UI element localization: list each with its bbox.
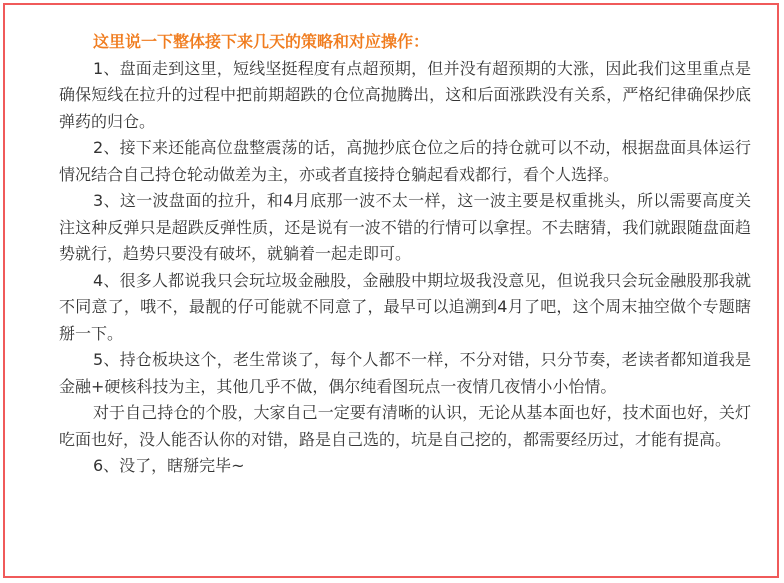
paragraph-4: 4、很多人都说我只会玩垃圾金融股，金融股中期垃圾我没意见，但说我只会玩金融股那我就不同意了，哦不，最靓的仔可能就不同意了，最早可以追溯到4月了吧，这个周末抽空做个专题瞎掰一下。 [59,270,751,343]
paragraph-2: 2、接下来还能高位盘整震荡的话，高抛抄底仓位之后的持仓就可以不动，根据盘面具体运行情况结合自己持仓轮动做差为主，亦或者直接持仓躺起看戏都行，看个人选择。 [59,138,751,184]
paragraph-5: 5、持仓板块这个，老生常谈了，每个人都不一样，不分对错，只分节奏，老读者都知道我是金融+硬核科技为主，其他几乎不做，偶尔纯看图玩点一夜情几夜情小小怡情。 [59,350,751,396]
article-body [59,29,751,480]
paragraph-3: 3、这一波盘面的拉升，和4月底那一波不太一样，这一波主要是权重挑头，所以需要高度关注这种反弹只是超跌反弹性质，还是说有一波不错的行情可以拿捏。不去瞎猜，我们就跟随盘面趋势就行，趋势只要没有破坏，就躺着一起走即可。 [59,191,751,263]
paragraph-holdings-note: 对于自己持仓的个股，大家自己一定要有清晰的认识，无论从基本面也好，技术面也好，关灯吃面也好，没人能否认你的对错，路是自己选的，坑是自己挖的，都需要经历过，才能有提高。 [59,403,751,449]
paragraph-1: 1、盘面走到这里，短线坚挺程度有点超预期，但并没有超预期的大涨，因此我们这里重点是确保短线在拉升的过程中把前期超跌的仓位高抛腾出，这和后面涨跌没有关系，严格纪律确保抄底弹药的归仓。 [59,58,751,131]
article-frame [3,3,779,578]
paragraph-6: 6、没了，瞎掰完毕~ [93,456,245,475]
strategy-heading: 这里说一下整体接下来几天的策略和对应操作： [93,32,430,51]
